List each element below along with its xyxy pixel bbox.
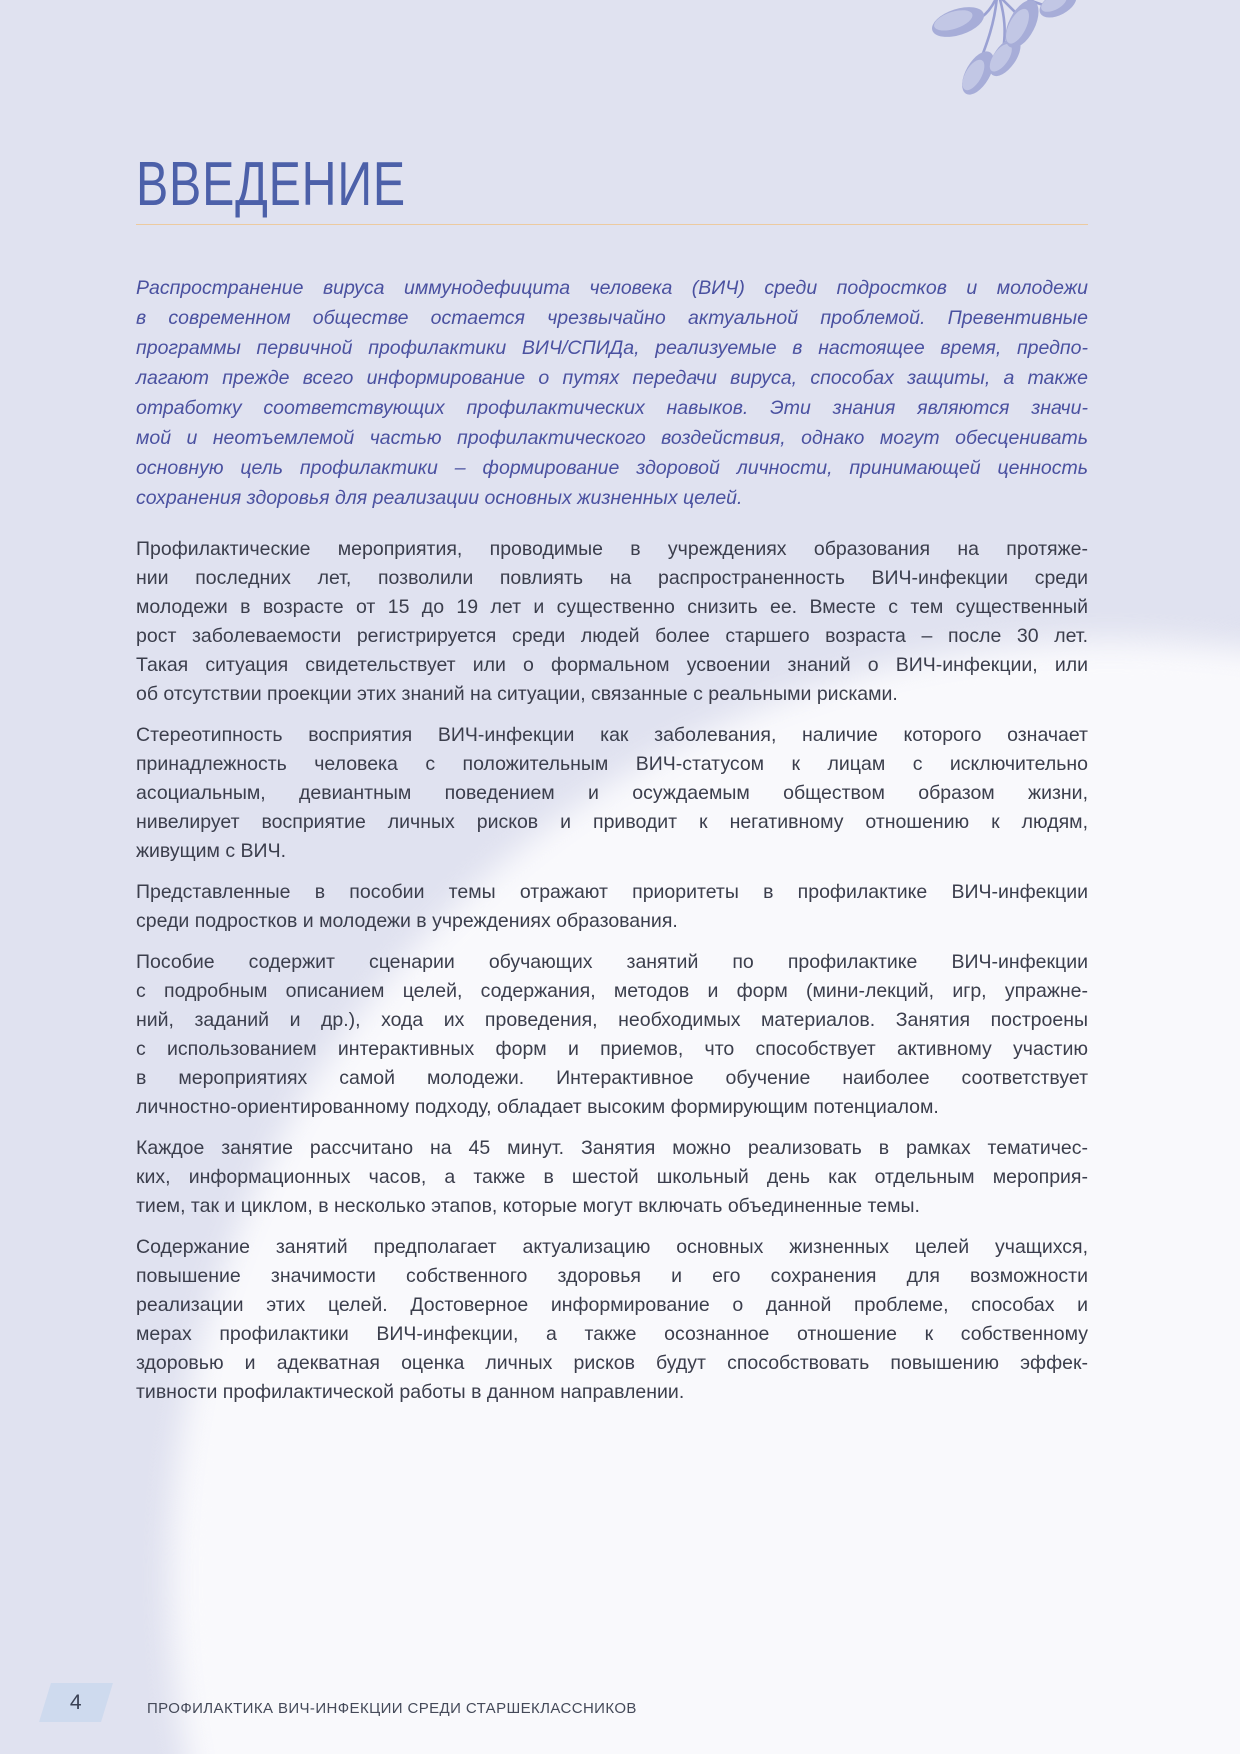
paragraph — [136, 721, 1088, 866]
paragraph — [136, 948, 1088, 1122]
text-line: программы первичной профилактики ВИЧ/СПИДа, реализуемые в настоящее время, предпо- — [136, 337, 1088, 359]
text-line: Профилактические мероприятия, проводимые в учреждениях образования на протяже- — [136, 538, 1088, 560]
text-line: лагают прежде всего информирование о путях передачи вируса, способах защиты, а также — [136, 367, 1088, 389]
text-line: ких, информационных часов, а также в шестой школьный день как отдельным мероприя- — [136, 1166, 1088, 1188]
text-line: живущим с ВИЧ. — [136, 840, 286, 862]
page-number: 4 — [70, 1690, 82, 1714]
text-line: Распространение вируса иммунодефицита человека (ВИЧ) среди подростков и молодежи — [136, 277, 1088, 299]
text-line: тием, так и циклом, в несколько этапов, которые могут включать объединенные темы. — [136, 1195, 920, 1217]
text-line: личностно-ориентированному подходу, обладает высоким формирующим потенциалом. — [136, 1096, 939, 1118]
text-line: ний, заданий и др.), хода их проведения, необходимых материалов. Занятия построены — [136, 1009, 1088, 1031]
page-content — [136, 0, 1088, 1419]
text-line: отработку соответствующих профилактических навыков. Эти знания являются значи- — [136, 397, 1088, 419]
paragraph — [136, 1233, 1088, 1407]
paragraph — [136, 273, 1088, 513]
text-line: Каждое занятие рассчитано на 45 минут. Занятия можно реализовать в рамках тематичес- — [136, 1137, 1088, 1159]
text-line: Содержание занятий предполагает актуализацию основных жизненных целей учащихся, — [136, 1236, 1088, 1258]
text-line: сохранения здоровья для реализации основных жизненных целей. — [136, 487, 743, 509]
paragraph — [136, 878, 1088, 936]
text-line: нии последних лет, позволили повлиять на распространенность ВИЧ-инфекции среди — [136, 567, 1088, 589]
text-line: Такая ситуация свидетельствует или о формальном усвоении знаний о ВИЧ-инфекции, или — [136, 654, 1088, 676]
paragraph — [136, 1134, 1088, 1221]
page-footer — [0, 1674, 1240, 1754]
text-line: реализации этих целей. Достоверное информирование о данной проблеме, способах и — [136, 1294, 1088, 1316]
text-line: в современном обществе остается чрезвычайно актуальной проблемой. Превентивные — [136, 307, 1088, 329]
text-line: принадлежность человека с положительным ВИЧ-статусом к лицам с исключительно — [136, 753, 1088, 775]
title-divider — [136, 224, 1088, 225]
text-line: Пособие содержит сценарии обучающих занятий по профилактике ВИЧ-инфекции — [136, 951, 1088, 973]
paragraph — [136, 535, 1088, 709]
text-line: здоровью и адекватная оценка личных рисков будут способствовать повышению эффек- — [136, 1352, 1088, 1374]
text-line: рост заболеваемости регистрируется среди людей более старшего возраста – после 30 лет. — [136, 625, 1088, 647]
page-title: ВВЕДЕНИЕ — [136, 150, 406, 219]
text-line: нивелирует восприятие личных рисков и приводит к негативному отношению к людям, — [136, 811, 1088, 833]
page-number-badge — [39, 1683, 113, 1722]
text-line: об отсутствии проекции этих знаний на ситуации, связанные с реальными рисками. — [136, 683, 898, 705]
text-line: тивности профилактической работы в данном направлении. — [136, 1381, 685, 1403]
footer-running-title: ПРОФИЛАКТИКА ВИЧ-ИНФЕКЦИИ СРЕДИ СТАРШЕКЛАССНИКОВ — [147, 1700, 637, 1717]
text-line: Стереотипность восприятия ВИЧ-инфекции как заболевания, наличие которого означает — [136, 724, 1088, 746]
text-line: с использованием интерактивных форм и приемов, что способствует активному участию — [136, 1038, 1088, 1060]
body-text — [136, 273, 1088, 1407]
text-line: основную цель профилактики – формирование здоровой личности, принимающей ценность — [136, 457, 1088, 479]
text-line: с подробным описанием целей, содержания, методов и форм (мини-лекций, игр, упражне- — [136, 980, 1088, 1002]
text-line: Представленные в пособии темы отражают приоритеты в профилактике ВИЧ-инфекции — [136, 881, 1088, 903]
text-line: повышение значимости собственного здоровья и его сохранения для возможности — [136, 1265, 1088, 1287]
text-line: мерах профилактики ВИЧ-инфекции, а также осознанное отношение к собственному — [136, 1323, 1088, 1345]
text-line: мой и неотъемлемой частью профилактического воздействия, однако могут обесценивать — [136, 427, 1088, 449]
text-line: асоциальным, девиантным поведением и осуждаемым обществом образом жизни, — [136, 782, 1088, 804]
text-line: среди подростков и молодежи в учреждениях образования. — [136, 910, 678, 932]
text-line: молодежи в возрасте от 15 до 19 лет и существенно снизить ее. Вместе с тем существенный — [136, 596, 1088, 618]
text-line: в мероприятиях самой молодежи. Интерактивное обучение наиболее соответствует — [136, 1067, 1088, 1089]
